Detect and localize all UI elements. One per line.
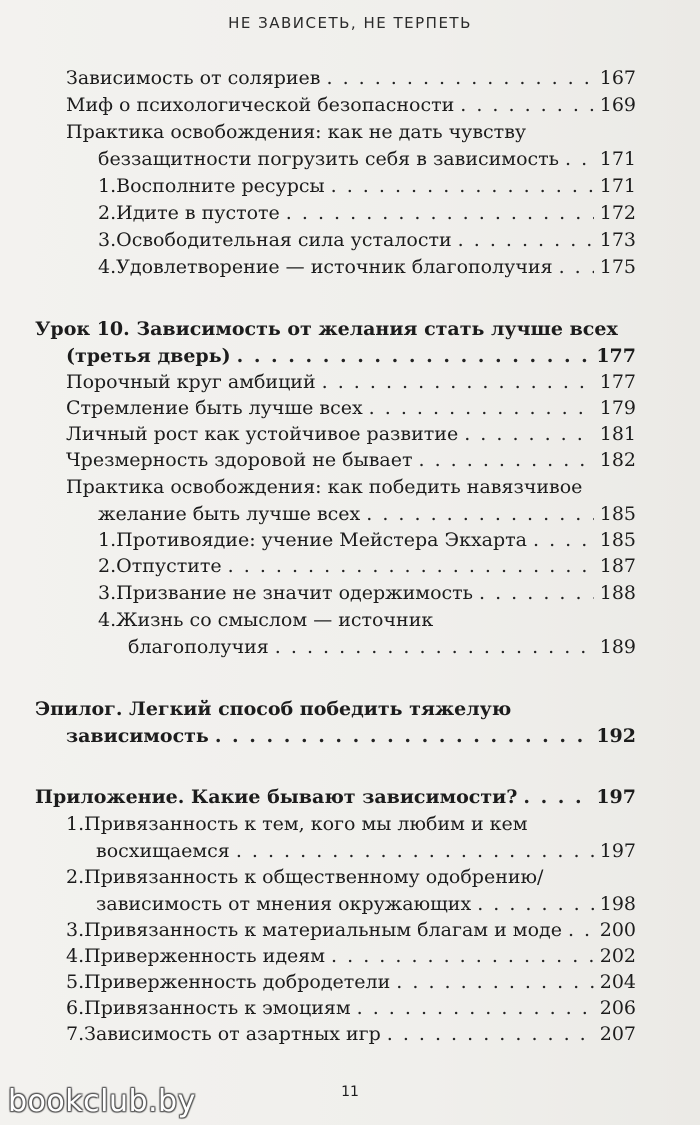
toc-entry-number: 5. [66, 971, 85, 993]
toc-entry [66, 942, 636, 970]
toc-entry-title: восхищаемся [96, 840, 230, 862]
toc-entry-title: зависимость от мнения окружающих [96, 893, 472, 915]
toc-entry-number: 3. [98, 582, 117, 604]
toc-entry-title: беззащитности погрузить себя в зависимость [98, 148, 560, 170]
toc-leader-dots [286, 199, 594, 227]
toc-entry-number: 4. [98, 609, 117, 631]
running-header: НЕ ЗАВИСЕТЬ, НЕ ТЕРПЕТЬ [228, 14, 472, 32]
toc-leader-dots [331, 172, 594, 200]
toc-entry-page: 188 [599, 582, 636, 604]
toc-entry [66, 968, 636, 996]
toc-entry-title: желание быть лучше всех [98, 503, 361, 525]
toc-entry-title: Отпустите [116, 555, 222, 577]
toc-entry-page: 179 [599, 397, 636, 419]
toc-leader-dots [419, 446, 594, 474]
toc-leader-dots [565, 145, 594, 173]
toc-entry-title: Чрезмерность здоровой не бывает [66, 449, 413, 471]
toc-leader-dots [236, 837, 594, 865]
toc-entry-page: 200 [599, 919, 636, 941]
toc-entry-page: 198 [599, 893, 636, 915]
toc-entry [98, 526, 636, 554]
toc-entry-title: Жизнь со смыслом — источник [116, 609, 434, 631]
toc-entry-page: 169 [599, 94, 636, 116]
toc-entry-title: Идите в пустоте [116, 202, 280, 224]
toc-entry [66, 446, 636, 474]
toc-leader-dots [568, 916, 594, 944]
toc-leader-dots [357, 994, 594, 1022]
toc-leader-dots [396, 968, 593, 996]
toc-entry [66, 368, 636, 396]
toc-entry-title: (третья дверь) [66, 345, 231, 367]
toc-entry [98, 500, 636, 528]
toc-entry [66, 722, 636, 750]
toc-chapter-title: Эпилог. Легкий способ победить тяжелую [35, 698, 512, 720]
toc-entry [128, 633, 636, 661]
toc-entry-page: 177 [596, 345, 636, 367]
toc-entry-title: Приверженность идеям [84, 945, 326, 967]
toc-entry-title: Приложение. Какие бывают зависимости? [35, 786, 518, 808]
toc-leader-dots [331, 942, 594, 970]
toc-entry-page: 171 [599, 148, 636, 170]
toc-leader-dots [326, 64, 593, 92]
toc-entry [66, 810, 528, 838]
toc-entry-title: Миф о психологической безопасности [66, 94, 455, 116]
toc-entry [66, 1020, 636, 1048]
toc-entry-title: Приверженность добродетели [84, 971, 391, 993]
toc-entry [96, 890, 636, 918]
toc-entry-page: 182 [599, 449, 636, 471]
toc-entry-number: 2. [98, 555, 117, 577]
toc-leader-dots [477, 890, 594, 918]
toc-entry-number: 2. [98, 202, 117, 224]
toc-entry-title: Противоядие: учение Мейстера Экхарта [116, 529, 527, 551]
toc-leader-dots [460, 91, 593, 119]
toc-leader-dots [458, 226, 594, 254]
toc-entry-number: 3. [66, 919, 85, 941]
toc-leader-dots [387, 1020, 594, 1048]
toc-entry-page: 207 [599, 1023, 636, 1045]
toc-entry-title: Восполните ресурсы [116, 175, 325, 197]
toc-entry-page: 175 [599, 256, 636, 278]
toc-leader-dots [523, 783, 590, 811]
toc-entry [98, 253, 636, 281]
toc-entry-title: Удовлетворение — источник благополучия [116, 256, 553, 278]
toc-entry [98, 145, 636, 173]
toc-entry-page: 202 [599, 945, 636, 967]
toc-entry [66, 394, 636, 422]
toc-entry-title: благополучия [128, 636, 269, 658]
toc-entry-title: Освободительная сила усталости [116, 229, 452, 251]
toc-entry-page: 206 [599, 997, 636, 1019]
toc-entry-number: 7. [66, 1023, 85, 1045]
toc-leader-dots [559, 253, 594, 281]
toc-entry-title: Стремление быть лучше всех [66, 397, 363, 419]
toc-leader-dots [366, 500, 593, 528]
toc-entry [66, 342, 636, 370]
toc-entry-title: Привязанность к материальным благам и моде [84, 919, 562, 941]
toc-entry-page: 192 [596, 725, 636, 747]
toc-entry-number: 4. [66, 945, 85, 967]
toc-entry [66, 91, 636, 119]
toc-entry-title: Порочный круг амбиций [66, 371, 316, 393]
toc-entry-page: 177 [599, 371, 636, 393]
toc-entry-page: 172 [599, 202, 636, 224]
toc-entry-title: зависимость [66, 725, 209, 747]
toc-entry-page: 187 [599, 555, 636, 577]
toc-entry [66, 64, 636, 92]
toc-entry-title: Привязанность к тем, кого мы любим и кем [84, 813, 528, 835]
toc-entry-page: 185 [599, 503, 636, 525]
toc-entry-title: Призвание не значит одержимость [116, 582, 474, 604]
toc-entry-page: 171 [599, 175, 636, 197]
toc-entry-number: 1. [98, 175, 117, 197]
toc-entry [66, 994, 636, 1022]
toc-entry-number: 1. [66, 813, 85, 835]
toc-entry-title: Личный рост как устойчивое развитие [66, 423, 459, 445]
toc-entry-page: 185 [599, 529, 636, 551]
toc-entry-title: Привязанность к общественному одобрению/ [84, 866, 544, 888]
toc-leader-dots [322, 368, 594, 396]
watermark: bookclub.by [8, 1084, 196, 1119]
toc-entry [35, 783, 636, 811]
toc-entry [66, 420, 636, 448]
toc-entry-page: 189 [599, 636, 636, 658]
toc-entry-page: 204 [599, 971, 636, 993]
toc-entry-number: 6. [66, 997, 85, 1019]
toc-entry-page: 181 [599, 423, 636, 445]
toc-entry-title: Практика освобождения: как победить навязчивое [66, 476, 583, 498]
toc-entry [98, 226, 636, 254]
toc-leader-dots [237, 342, 591, 370]
toc-entry [96, 837, 636, 865]
toc-entry [98, 606, 433, 634]
toc-entry-number: 2. [66, 866, 85, 888]
toc-entry-number: 3. [98, 229, 117, 251]
toc-entry [66, 916, 636, 944]
page-number: 11 [341, 1084, 359, 1100]
toc-leader-dots [369, 394, 594, 422]
toc-entry [98, 552, 636, 580]
toc-leader-dots [275, 633, 594, 661]
toc-entry-page: 197 [599, 840, 636, 862]
toc-entry-number: 1. [98, 529, 117, 551]
toc-entry [98, 199, 636, 227]
toc-entry-page: 197 [596, 786, 636, 808]
toc-entry-title: Привязанность к эмоциям [84, 997, 351, 1019]
toc-entry-title: Зависимость от соляриев [66, 67, 321, 89]
toc-entry-number: 4. [98, 256, 117, 278]
toc-entry [98, 579, 636, 607]
toc-entry-title: Практика освобождения: как не дать чувству [66, 121, 527, 143]
toc-leader-dots [464, 420, 594, 448]
toc-entry [98, 172, 636, 200]
toc-entry-page: 173 [599, 229, 636, 251]
toc-entry [66, 863, 543, 891]
toc-chapter-title: Урок 10. Зависимость от желания стать лучше всех [35, 318, 618, 340]
toc-leader-dots [533, 526, 594, 554]
toc-leader-dots [228, 552, 594, 580]
toc-leader-dots [479, 579, 594, 607]
toc-leader-dots [215, 722, 591, 750]
toc-entry-title: Зависимость от азартных игр [84, 1023, 381, 1045]
toc-entry-page: 167 [599, 67, 636, 89]
